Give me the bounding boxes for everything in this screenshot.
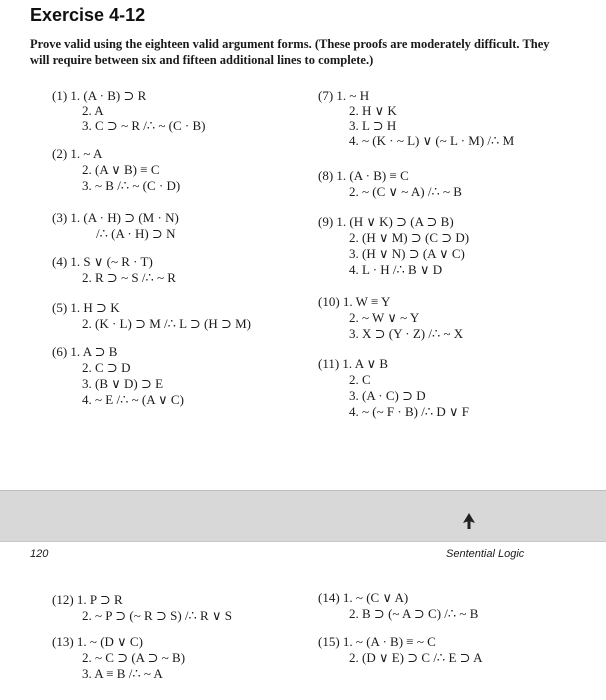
problem-6-line-2: 2. C ⊃ D — [82, 360, 131, 375]
problem-8-line-1: (8) 1. (A · B) ≡ C — [318, 168, 409, 183]
problem-12-line-2: 2. ~ P ⊃ (~ R ⊃ S) /∴ R ∨ S — [82, 608, 232, 623]
problem-7-line-4: 4. ~ (K · ~ L) ∨ (~ L · M) /∴ M — [349, 133, 515, 148]
problem-2-line-2: 2. (A ∨ B) ≡ C — [82, 162, 160, 177]
problem-10-line-2: 2. ~ W ∨ ~ Y — [349, 310, 420, 325]
exercise-title: Exercise 4-12 — [30, 5, 146, 25]
problem-9-line-3: 3. (H ∨ N) ⊃ (A ∨ C) — [349, 246, 465, 261]
problem-10-line-1: (10) 1. W ≡ Y — [318, 294, 391, 309]
problem-7-line-1: (7) 1. ~ H — [318, 88, 370, 103]
problem-4-line-1: (4) 1. S ∨ (~ R · T) — [52, 254, 153, 269]
problem-6-line-3: 3. (B ∨ D) ⊃ E — [82, 376, 164, 391]
problem-9-line-1: (9) 1. (H ∨ K) ⊃ (A ⊃ B) — [318, 214, 454, 229]
problem-5-line-1: (5) 1. H ⊃ K — [52, 300, 120, 315]
problem-3-line-1: (3) 1. (A · H) ⊃ (M · N) — [52, 210, 179, 225]
problem-15-line-2: 2. (D ∨ E) ⊃ C /∴ E ⊃ A — [349, 650, 483, 665]
problem-5-line-2: 2. (K · L) ⊃ M /∴ L ⊃ (H ⊃ M) — [82, 316, 251, 331]
problem-6-line-4: 4. ~ E /∴ ~ (A ∨ C) — [82, 392, 184, 407]
problem-13-line-2: 2. ~ C ⊃ (A ⊃ ~ B) — [82, 650, 186, 665]
problem-11-line-2: 2. C — [349, 372, 371, 387]
problem-9-line-2: 2. (H ∨ M) ⊃ (C ⊃ D) — [349, 230, 470, 245]
problem-6-line-1: (6) 1. A ⊃ B — [52, 344, 118, 359]
problem-4-line-2: 2. R ⊃ ~ S /∴ ~ R — [82, 270, 176, 285]
problem-2-line-3: 3. ~ B /∴ ~ (C · D) — [82, 178, 181, 193]
problem-9-line-4: 4. L · H /∴ B ∨ D — [349, 262, 443, 277]
page-number: 120 — [30, 548, 49, 560]
problem-14-line-2: 2. B ⊃ (~ A ⊃ C) /∴ ~ B — [349, 606, 479, 621]
exercise-instructions: Prove valid using the eighteen valid argument forms. (These proofs are moderately difficult. They will require between six and fifteen additional lines to complete.) — [30, 37, 550, 67]
problem-14-line-1: (14) 1. ~ (C ∨ A) — [318, 590, 409, 605]
problem-8-line-2: 2. ~ (C ∨ ~ A) /∴ ~ B — [349, 184, 462, 199]
problem-1-line-3: 3. C ⊃ ~ R /∴ ~ (C · B) — [82, 118, 206, 133]
problem-1-line-1: (1) 1. (A · B) ⊃ R — [52, 88, 147, 103]
mouse-cursor-icon — [462, 512, 476, 530]
problem-1-line-2: 2. A — [82, 103, 104, 118]
page-break-band — [0, 490, 606, 542]
problem-13-line-1: (13) 1. ~ (D ∨ C) — [52, 634, 143, 649]
problem-7-line-3: 3. L ⊃ H — [349, 118, 397, 133]
problem-11-line-4: 4. ~ (~ F · B) /∴ D ∨ F — [349, 404, 469, 419]
problem-15-line-1: (15) 1. ~ (A · B) ≡ ~ C — [318, 634, 436, 649]
problem-12-line-1: (12) 1. P ⊃ R — [52, 592, 123, 607]
problem-13-line-3: 3. A ≡ B /∴ ~ A — [82, 666, 163, 681]
problem-11-line-3: 3. (A · C) ⊃ D — [349, 388, 426, 403]
running-header: Sentential Logic — [446, 548, 525, 560]
problem-10-line-3: 3. X ⊃ (Y · Z) /∴ ~ X — [349, 326, 464, 341]
problem-3-conclusion: /∴ (A · H) ⊃ N — [96, 226, 176, 241]
problem-11-line-1: (11) 1. A ∨ B — [318, 356, 389, 371]
problem-7-line-2: 2. H ∨ K — [349, 103, 397, 118]
problem-2-line-1: (2) 1. ~ A — [52, 146, 103, 161]
